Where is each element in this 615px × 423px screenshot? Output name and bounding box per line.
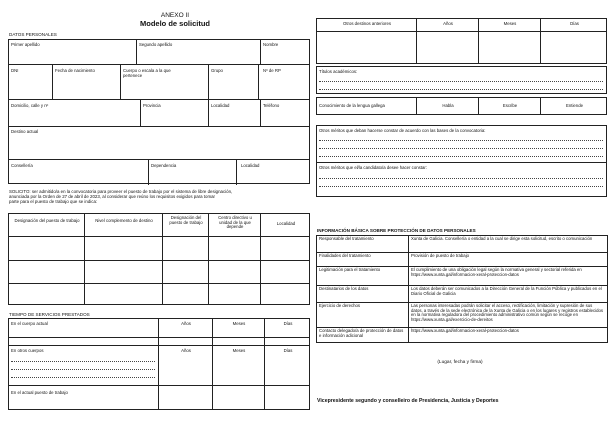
body-scale-field[interactable]: Cuerpo o escala a la que pertenece <box>121 64 209 99</box>
request-text: SOLICITO: ser admitido/a en la convocatoria para proveer el puesto de trabajo por el sistema de libre designación, anunciada por la Orden de 27 de abril de 2023, al considerar que reúno los requisitos exigidos para tomar parte para el puesto de trabajo que se indica: <box>9 189 233 205</box>
col-position: Designación del puesto de trabajo <box>14 218 80 223</box>
services-section-title: TIEMPO DE SERVICIOS PRESTADOS <box>9 312 90 317</box>
dni-field[interactable]: DNI <box>9 64 53 99</box>
group-field[interactable]: Grupo <box>209 64 259 99</box>
privacy-key: Contacto delegado/a de protección de datos e información adicional <box>317 328 409 343</box>
od-days-label: Días <box>570 21 579 26</box>
merits-label-2: Otros méritos que el/la candidato/a desee hacer constar: <box>319 165 427 170</box>
personal-section-title: DATOS PERSONALES <box>9 32 57 37</box>
position-table <box>8 213 310 305</box>
merits-box[interactable] <box>316 125 607 197</box>
years-label: Años <box>181 321 191 326</box>
years-label-2: Años <box>181 348 191 353</box>
privacy-key: Responsable del tratamiento <box>317 236 409 253</box>
address-field[interactable]: Domicilio, calle y nº <box>9 99 141 126</box>
other-destinations-label: Otros destinos anteriores <box>342 21 391 26</box>
col-locality: Localidad <box>276 221 296 226</box>
months-label: Meses <box>232 321 246 326</box>
galician-understand[interactable]: Entiende <box>566 103 583 108</box>
col-position-2: Designación del puesto de trabajo <box>169 215 203 225</box>
days-label-2: Días <box>283 348 293 353</box>
page-title: Modelo de solicitud <box>139 19 210 28</box>
privacy-key: Legitimación para el tratamiento <box>317 267 409 286</box>
privacy-value: Los datos deberán ser comunicados a la Dirección General de la Función Pública y publicados en el Diario Oficial de Galicia <box>409 286 608 303</box>
days-label: Días <box>283 321 293 326</box>
galician-box <box>316 97 607 115</box>
dependency-field[interactable]: Dependencia <box>149 159 237 185</box>
other-destinations-table <box>316 18 607 64</box>
academic-box[interactable] <box>316 66 607 94</box>
privacy-key: Finalidades del tratamiento <box>317 253 409 267</box>
privacy-value: El cumplimiento de una obligación legal según la normativa general y sectorial referida en https://www.xunta.gal/informacion-xeral-proteccion-datos <box>409 267 608 286</box>
annex-label: ANEXO II <box>160 12 190 19</box>
personal-data-box: Primer apellido Segundo apellido Nombre DNI Fecha de nacimiento Cuerpo o escala a la que pertenece Grupo Nº de RP Domicilio, calle y nº Provincia Localidad Teléfono Destino actual Consellería Dependencia Localidad <box>8 39 310 184</box>
surname1-field[interactable]: Primer apellido <box>9 40 137 64</box>
province-field[interactable]: Provincia <box>141 99 209 126</box>
od-years-label: Años <box>443 21 453 26</box>
services-table <box>8 318 310 410</box>
surname2-field[interactable]: Segundo apellido <box>137 40 261 64</box>
privacy-value: Provisión de puesto de trabajo <box>409 253 608 267</box>
privacy-key: Ejercicio de derechos <box>317 303 409 328</box>
privacy-value: Las personas interesadas podrán solicitar el acceso, rectificación, limitación y supresión de sus datos, a través de la sede electrónica de la Xunta de Galicia o en los lugares y registros establecidos en la normativa reguladora del procedimiento administrativo común según se recoge en https://www.xunta.gal/exercicio-de-dereitos <box>409 303 608 328</box>
months-label-2: Meses <box>232 348 246 353</box>
birthdate-field[interactable]: Fecha de nacimiento <box>53 64 121 99</box>
consellería-field[interactable]: Consellería <box>9 159 149 185</box>
privacy-value[interactable]: https://www.xunta.gal/informacion-xeral-proteccion-datos <box>409 328 608 343</box>
academic-label: Títulos académicos: <box>319 69 358 74</box>
other-bodies-label: En otros cuerpos <box>11 348 44 353</box>
galician-speak[interactable]: Habla <box>442 103 454 108</box>
privacy-value: Xunta de Galicia. Consellería o entidad a la cual se dirige esta solicitud, escrito o comunicación <box>409 236 608 253</box>
current-body-label: En el cuerpo actual <box>11 321 48 326</box>
place-date-signature: (Lugar, fecha y firma) <box>437 360 483 365</box>
merits-label-1: Otros méritos que deban hacerse constar de acuerdo con las bases de la convocatoria: <box>319 128 486 133</box>
galician-label: Conocimiento de la lengua gallega <box>319 103 385 108</box>
od-months-label: Meses <box>503 21 517 26</box>
signature-line: Vicepresidente segundo y conselleiro de Presidencia, Justicia y Deportes <box>317 398 499 404</box>
galician-write[interactable]: Escribe <box>502 103 518 108</box>
locality-field[interactable]: Localidad <box>209 99 261 126</box>
privacy-table <box>316 235 608 343</box>
col-level: Nivel complemento de destino <box>95 218 153 223</box>
privacy-title: INFORMACIÓN BÁSICA SOBRE PROTECCIÓN DE DATOS PERSONALES <box>317 228 476 233</box>
privacy-key: Destinatarios de los datos <box>317 286 409 303</box>
col-directive-center: Centro directivo u unidad de la que depende <box>218 215 252 230</box>
current-post-label: En el actual puesto de trabajo <box>11 390 68 395</box>
